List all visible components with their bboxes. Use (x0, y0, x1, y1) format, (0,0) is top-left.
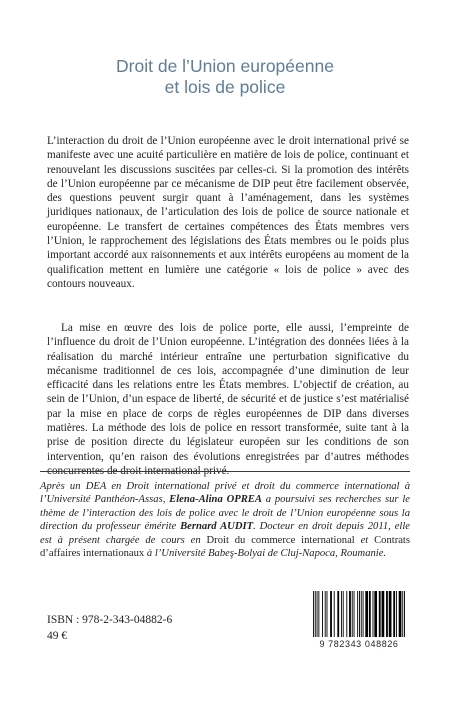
barcode-bar (396, 591, 397, 637)
barcode-bar (369, 591, 371, 637)
barcode-bar (322, 591, 323, 637)
author-bio (40, 480, 410, 560)
barcode (309, 589, 409, 651)
bio-text-4: et (354, 534, 375, 546)
barcode-bar (365, 591, 368, 637)
bio-text-5: à l’Université Babeş-Bolyai de Cluj-Napoca, Roumanie. (144, 548, 387, 560)
bio-text-3: . Docteur en droit depuis 2011, elle est à présent chargée de cours en (40, 521, 410, 546)
barcode-bar (337, 591, 339, 637)
barcode-number: 9 782343 048826 (319, 639, 399, 649)
barcode-bar (357, 591, 358, 637)
bio-text-1: Après un DEA en Droit international privé et droit du commerce international à l’Université Panthéon-Assas, (40, 481, 410, 506)
barcode-bar (379, 591, 381, 637)
divider (40, 471, 410, 472)
price: 49 € (47, 630, 68, 642)
course-2: Contrats d’affaires internationaux (40, 534, 410, 560)
barcode-bar (404, 591, 405, 637)
isbn: ISBN : 978-2-343-04882-6 (47, 614, 173, 626)
barcode-bar (315, 591, 316, 637)
bio-text-2: a poursuivi ses recherches sur le thème de l’interaction des lois de police avec le droit de l’Union européenne sous la direction du professeur émérite (40, 494, 410, 533)
barcode-bar (359, 591, 360, 637)
barcode-bar (343, 591, 344, 637)
book-title (0, 56, 450, 98)
supervisor-name: Bernard AUDIT (180, 521, 254, 533)
barcode-bar (402, 591, 403, 637)
barcode-bar (330, 591, 332, 637)
barcode-bars (309, 589, 409, 641)
barcode-bar (373, 591, 374, 637)
barcode-bar (386, 591, 388, 637)
barcode-bar (341, 591, 342, 637)
barcode-bar (382, 591, 385, 637)
title-line-2: et lois de police (164, 77, 286, 97)
barcode-bar (317, 591, 318, 637)
barcode-bar (327, 591, 328, 637)
barcode-bar (374, 591, 377, 637)
barcode-bar (399, 591, 402, 637)
barcode-bar (352, 591, 353, 637)
barcode-bar (354, 591, 355, 637)
barcode-bar (313, 591, 314, 637)
barcode-bar (325, 591, 326, 637)
barcode-bar (363, 591, 364, 637)
summary-paragraph-2: La mise en œuvre des lois de police porte, elle aussi, l’empreinte de l’influence du droit de l’Union européenne. L’intégration des données liées à la réalisation du marché intérieur entraîne une perturbation significative du mécanisme traditionnel de ces lois, accompagnée d’une diminution de leur efficacité dans les relations entre les États membres. L’objectif de création, au sein de l’Union, d’un espace de liberté, de sécurité et de justice s’est matérialisé par la mise en place de corps de règles européennes de DIP dans diverses matières. La méthode des lois de police en ressort transformée, suite tant à la prise de position directe du législateur européen sur les conditions de son intervention, qu’en raison des évolutions enregistrées par d’autres méthodes concurrentes de droit international privé. (47, 322, 409, 477)
author-name: Elena-Alina OPREA (169, 494, 262, 506)
barcode-bar (318, 591, 319, 637)
barcode-bar (389, 591, 392, 637)
summary-paragraph-1: L’interaction du droit de l’Union européenne avec le droit international privé se manifeste avec une acuité particulière en matière de lois de police, continuant et renouvelant les discussions suscitées par celles-ci. Si la promotion des intérêts de l’Union européenne par ce mécanisme de DIP peut être facilement observée, des questions peuvent surgir quant à l’aménagement, dans les systèmes juridiques nationaux, de l’articulation des lois de police de source nationale et européenne. Le transfert de certaines compétences des États membres vers l’Union, le rapprochement des législations des États membres ou le poids plus important accordé aux raisonnements et aux intérêts européens au moment de la qualification mettent en lumière une catégorie « lois de police » avec des contours nouveaux. (47, 135, 409, 290)
barcode-bar (334, 591, 335, 637)
barcode-bar (393, 591, 395, 637)
barcode-bar (346, 591, 347, 637)
course-1: Droit du commerce international (206, 534, 355, 546)
barcode-bar (361, 591, 362, 637)
barcode-bar (349, 591, 351, 637)
title-line-1: Droit de l’Union européenne (116, 56, 334, 76)
